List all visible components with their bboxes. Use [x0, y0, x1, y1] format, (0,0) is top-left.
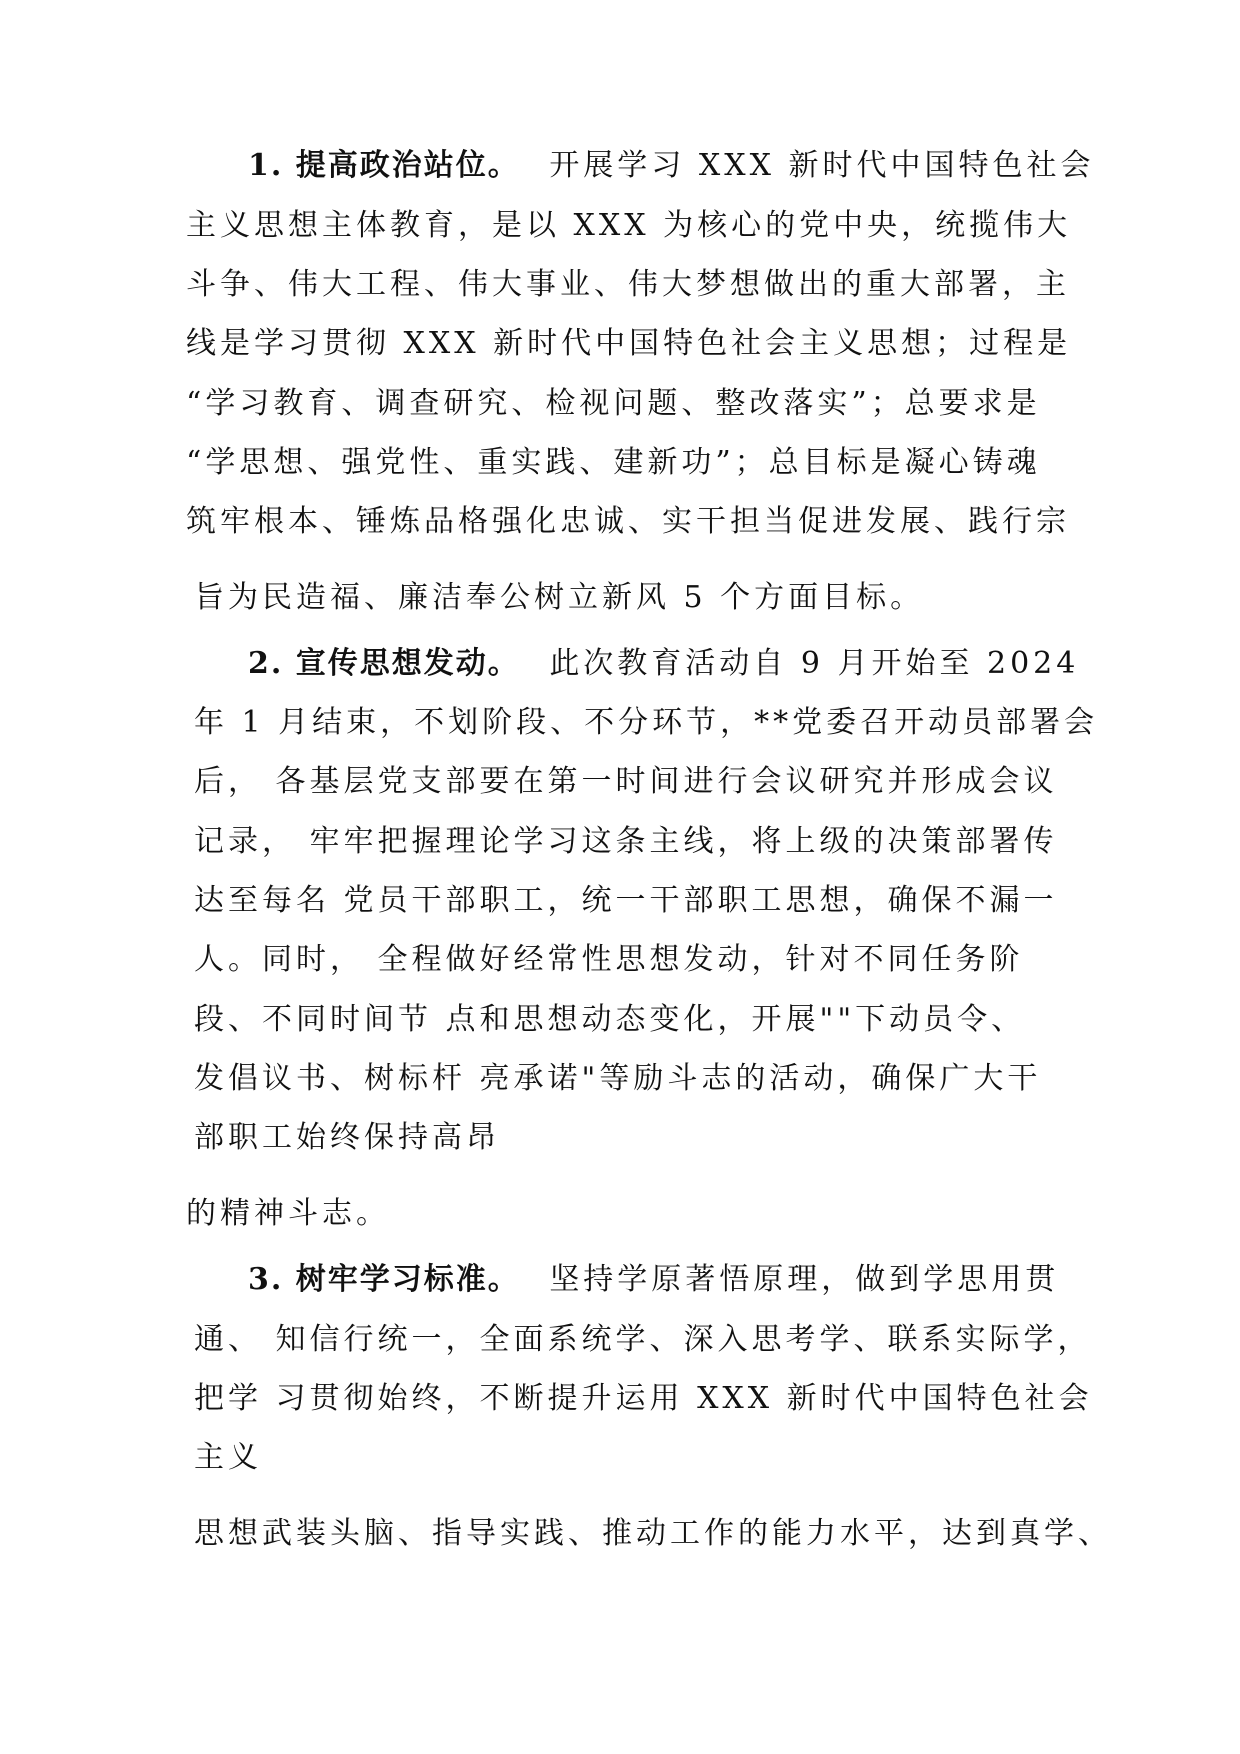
- section-3-line-5: 思想武装头脑、指导实践、推动工作的能力水平，达到真学、: [194, 1516, 1112, 1551]
- section-1-line-1: [248, 146, 1094, 186]
- section-3-line-4: 主义: [194, 1440, 262, 1475]
- section-2-line-7: 段、不同时间节 点和思想动态变化，开展""下动员令、: [194, 1002, 1026, 1037]
- section-1-line-6: “学思想、强党性、重实践、建新功”；总目标是凝心铸魂: [186, 445, 1041, 480]
- section-1-line-8: 旨为民造福、廉洁奉公树立新风 5 个方面目标。: [194, 580, 925, 615]
- section-1-line-2: 主义思想主体教育，是以 XXX 为核心的党中央，统揽伟大: [186, 208, 1072, 243]
- section-2-line-10: 的精神斗志。: [186, 1196, 390, 1231]
- section-3-text: 坚持学原著悟原理，做到学思用贯: [549, 1262, 1060, 1297]
- section-2-line-3: 后， 各基层党支部要在第一时间进行会议研究并形成会议: [194, 764, 1058, 799]
- section-2-line-2: 年 1 月结束，不划阶段、不分环节，**党委召开动员部署会: [194, 705, 1099, 740]
- section-2-heading: 2. 宣传思想发动。: [248, 646, 520, 681]
- section-1-line-3: 斗争、伟大工程、伟大事业、伟大梦想做出的重大部署，主: [186, 267, 1070, 302]
- section-2-line-4: 记录， 牢牢把握理论学习这条主线，将上级的决策部署传: [194, 824, 1058, 859]
- section-1-heading: 1. 提高政治站位。: [248, 148, 520, 183]
- section-3-line-1: [248, 1260, 1059, 1300]
- section-2-line-9: 部职工始终保持高昂: [194, 1120, 500, 1155]
- section-2-line-5: 达至每名 党员干部职工，统一干部职工思想，确保不漏一: [194, 883, 1058, 918]
- section-1-text: 开展学习 XXX 新时代中国特色社会: [549, 148, 1095, 183]
- section-1-line-7: 筑牢根本、锤炼品格强化忠诚、实干担当促进发展、践行宗: [186, 504, 1070, 539]
- section-2-line-1: [248, 644, 1079, 684]
- section-1-line-4: 线是学习贯彻 XXX 新时代中国特色社会主义思想；过程是: [186, 326, 1072, 361]
- section-3-line-3: 把学 习贯彻始终，不断提升运用 XXX 新时代中国特色社会: [194, 1381, 1093, 1416]
- section-3-heading: 3. 树牢学习标准。: [248, 1262, 520, 1297]
- section-3-line-2: 通、 知信行统一，全面系统学、深入思考学、联系实际学，: [194, 1322, 1092, 1357]
- section-1-line-5: “学习教育、调查研究、检视问题、整改落实”；总要求是: [186, 386, 1041, 421]
- section-2-line-8: 发倡议书、树标杆 亮承诺"等励斗志的活动，确保广大干: [194, 1061, 1042, 1096]
- section-2-line-6: 人。同时， 全程做好经常性思想发动，针对不同任务阶: [194, 942, 1024, 977]
- section-2-text: 此次教育活动自 9 月开始至 2024: [549, 646, 1080, 681]
